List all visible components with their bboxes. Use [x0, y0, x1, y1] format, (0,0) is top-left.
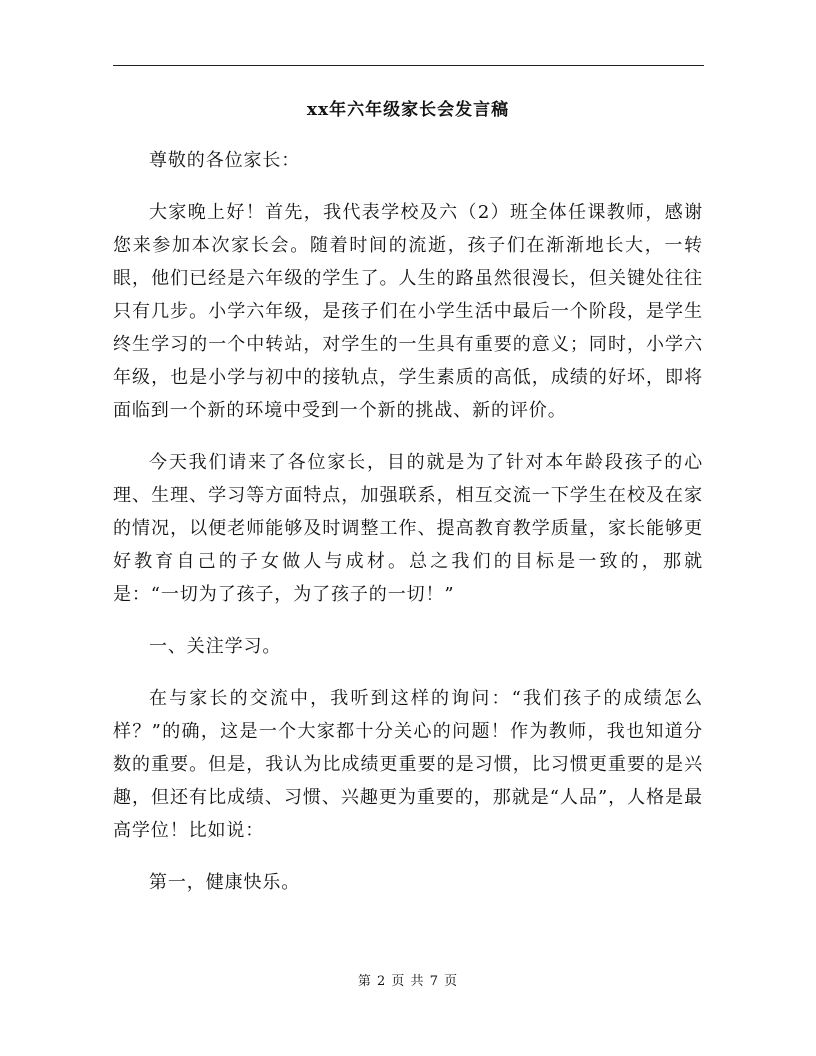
page-title: xx年六年级家长会发言稿 [306, 100, 510, 120]
header-rule [113, 65, 704, 66]
document-body [113, 144, 703, 899]
page-number: 2 [377, 974, 387, 989]
body-paragraph: 大家晚上好！首先，我代表学校及六（2）班全体任课教师，感谢您来参加本次家长会。随着时间的流逝，孩子们在渐渐地长大，一转眼，他们已经是六年级的学生了。人生的路虽然很漫长，但关键处往往只有几步。小学六年级，是孩子们在小学生活中最后一个阶段，是学生终生学习的一个中转站，对学生的一生具有重要的意义；同时，小学六年级，也是小学与初中的接轨点，学生素质的高低，成绩的好坏，即将面临到一个新的环境中受到一个新的挑战、新的评价。 [113, 202, 703, 421]
body-paragraph: 在与家长的交流中，我听到这样的询问：“我们孩子的成绩怎么样？”的确，这是一个大家都十分关心的问题！作为教师，我也知道分数的重要。但是，我认为比成绩更重要的是习惯，比习惯更重要的是兴趣，但还有比成绩、习惯、兴趣更为重要的，那就是“人品”，人格是最高学位！比如说： [113, 688, 703, 841]
section-heading: 一、关注学习。 [149, 636, 282, 657]
body-paragraph: 今天我们请来了各位家长，目的就是为了针对本年龄段孩子的心理、生理、学习等方面特点，加强联系，相互交流一下学生在校及在家的情况，以便老师能够及时调整工作、提高教育教学质量，家长能够更好教育自己的子女做人与成材。总之我们的目标是一致的，那就是：“一切为了孩子，为了孩子的一切！” [113, 452, 703, 605]
page-footer [0, 972, 816, 992]
footer-suffix: 页 [444, 974, 459, 989]
footer-prefix: 第 [357, 974, 372, 989]
salutation-paragraph: 尊敬的各位家长： [149, 150, 301, 171]
footer-middle: 页 共 [391, 974, 425, 989]
total-pages: 7 [429, 974, 439, 989]
sub-heading: 第一，健康快乐。 [149, 872, 301, 893]
